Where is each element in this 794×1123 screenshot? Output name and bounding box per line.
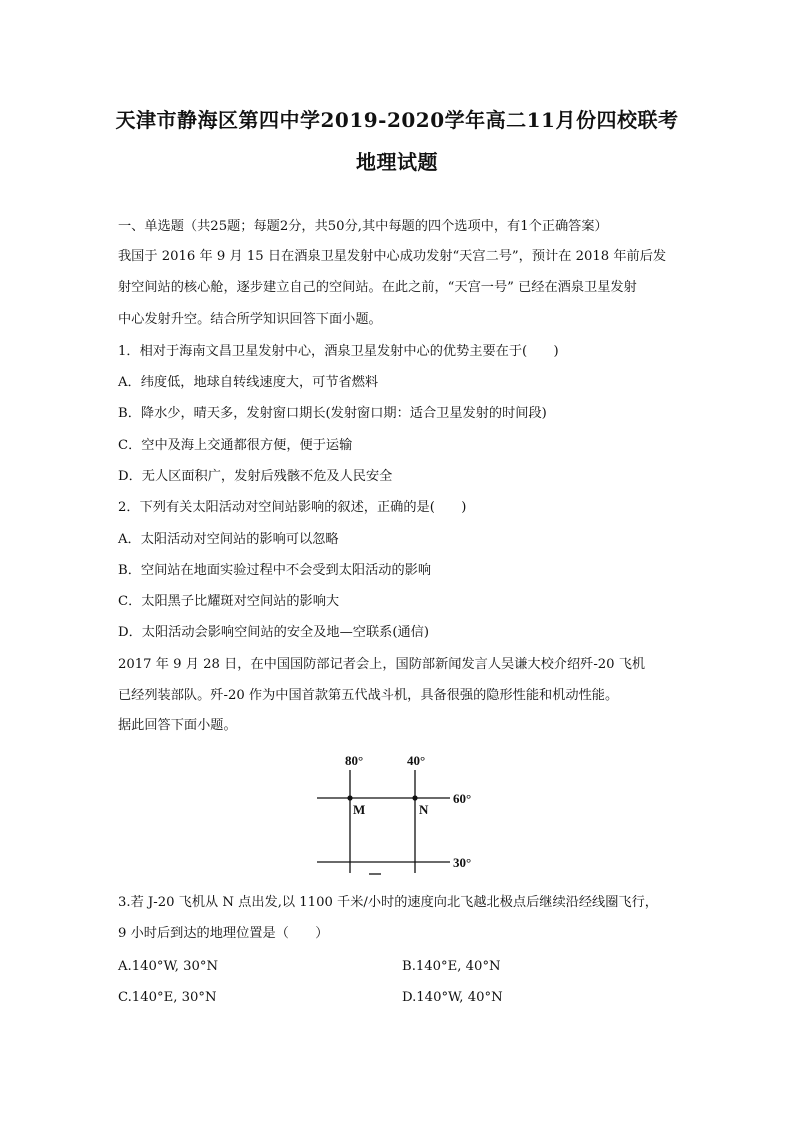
exam-subtitle: 地理试题 — [356, 150, 438, 174]
question-3-option-a: A.140°W, 30°N — [118, 959, 219, 974]
longitude-label-left: 80° — [345, 753, 364, 768]
question-3-option-b: B.140°E, 40°N — [402, 959, 501, 974]
question-2-option-a: A．太阳活动对空间站的影响可以忽略 — [118, 532, 339, 547]
question-1-option-a: A．纬度低，地球自转线速度大，可节省燃料 — [118, 375, 379, 390]
passage-line: 已经列装部队。歼-20 作为中国首款第五代战斗机，具备很强的隐形性能和机动性能。 — [118, 688, 619, 703]
question-3-option-c: C.140°E, 30°N — [118, 990, 217, 1005]
point-m-label: M — [353, 802, 366, 817]
question-1-option-b: B．降水少，晴天多，发射窗口期长(发射窗口期：适合卫星发射的时间段) — [118, 406, 547, 421]
passage-line: 中心发射升空。结合所学知识回答下面小题。 — [118, 312, 382, 327]
question-2-option-c: C．太阳黑子比耀斑对空间站的影响大 — [118, 594, 340, 609]
question-1-stem: 1．相对于海南文昌卫星发射中心，酒泉卫星发射中心的优势主要在于( ) — [118, 344, 559, 359]
latitude-label-bottom: 30° — [453, 855, 472, 870]
question-2-option-d: D．太阳活动会影响空间站的安全及地—空联系(通信) — [118, 625, 429, 640]
point-n-dot — [412, 795, 417, 800]
section-heading: 一、单选题（共25题；每题2分，共50分,其中每题的四个选项中，有1个正确答案） — [118, 219, 608, 234]
lat-lon-grid-figure — [300, 746, 490, 876]
question-2-option-b: B．空间站在地面实验过程中不会受到太阳活动的影响 — [118, 563, 432, 578]
question-1-option-d: D．无人区面积广，发射后残骸不危及人民安全 — [118, 469, 393, 484]
passage-line: 我国于 2016 年 9 月 15 日在酒泉卫星发射中心成功发射“天宫二号”，预计在 2018 年前后发 — [118, 249, 667, 264]
point-n-label: N — [419, 802, 429, 817]
question-2-stem: 2．下列有关太阳活动对空间站影响的叙述，正确的是( ) — [118, 500, 467, 515]
question-3-stem: 9 小时后到达的地理位置是（ ） — [118, 926, 329, 941]
point-m-dot — [347, 795, 352, 800]
question-3-option-d: D.140°W, 40°N — [402, 990, 503, 1005]
passage-line: 射空间站的核心舱，逐步建立自己的空间站。在此之前，“天宫一号” 已经在酒泉卫星发射 — [118, 280, 637, 295]
grid-diagram — [300, 746, 490, 876]
passage-line: 2017 年 9 月 28 日，在中国国防部记者会上，国防部新闻发言人吴谦大校介绍歼-20 飞机 — [118, 657, 646, 672]
passage-line: 据此回答下面小题。 — [118, 718, 237, 733]
question-3-stem: 3.若 J-20 飞机从 N 点出发,以 1100 千米/小时的速度向北飞越北极点后继续沿经线圈飞行， — [118, 895, 658, 910]
exam-title: 天津市静海区第四中学2019-2020学年高二11月份四校联考 — [115, 108, 679, 132]
longitude-label-right: 40° — [407, 753, 426, 768]
question-1-option-c: C．空中及海上交通都很方便，便于运输 — [118, 438, 353, 453]
latitude-label-top: 60° — [453, 791, 472, 806]
